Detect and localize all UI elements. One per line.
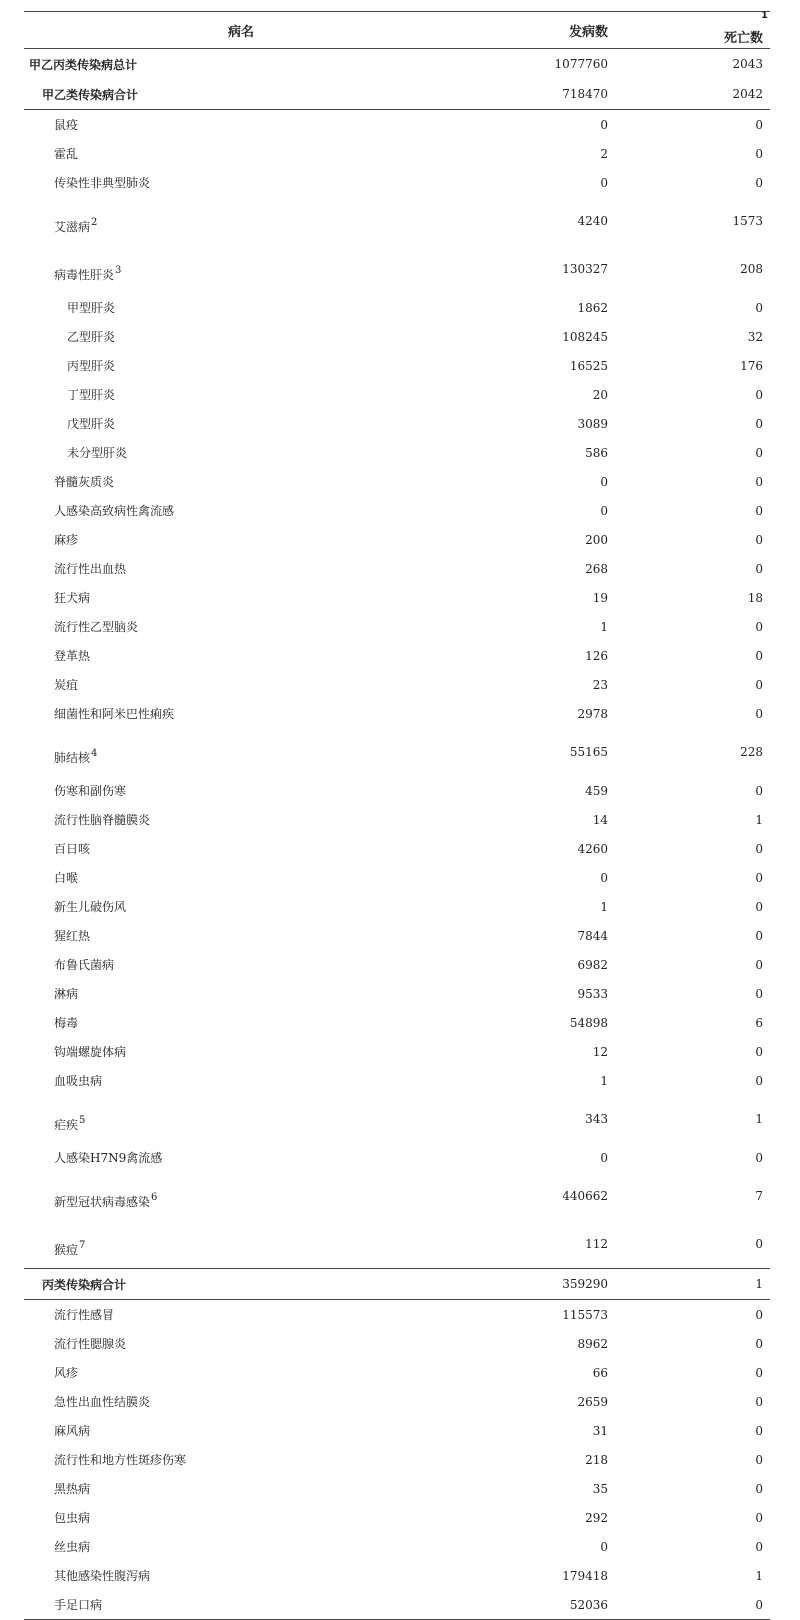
table-row [24,1474,770,1503]
disease-name: 病毒性肝炎 [54,267,115,282]
row-deaths: 0 [613,1590,770,1620]
row-cases: 218 [585,1452,608,1467]
table-row [24,612,770,641]
row-name [24,699,458,728]
row-deaths: 0 [755,1336,763,1351]
row-name [24,1387,458,1416]
table-row [24,1358,770,1387]
footnote-marker: 5 [79,1114,86,1126]
row-deaths: 0 [755,1365,763,1380]
row-name [24,496,458,525]
row-name [24,1037,458,1066]
row-deaths: 0 [755,986,763,1001]
row-cases: 130327 [562,262,608,276]
row-cases: 8962 [577,1336,608,1351]
row-deaths: 0 [755,1044,763,1059]
footnote-marker: 2 [91,216,98,228]
table-row [24,641,770,670]
disease-name: 新型冠状病毒感染 [54,1194,151,1209]
row-cases: 2 [600,146,608,161]
disease-name: 传染性非典型肺炎 [54,176,151,190]
row-deaths: 208 [740,262,763,276]
row-cases: 0 [600,1150,608,1165]
disease-name: 脊髓灰质炎 [54,475,115,489]
disease-name: 丝虫病 [54,1540,91,1554]
row-cases: 268 [585,561,608,576]
row-name [24,467,458,496]
table-row [24,805,770,834]
table-row [24,699,770,728]
row-deaths: 7 [755,1189,763,1203]
row-cases: 9533 [577,986,608,1001]
row-cases: 440662 [562,1189,608,1203]
row-deaths: 2043 [732,57,763,71]
row-cases: 292 [585,1510,608,1525]
c-subtotal-row [24,1269,770,1300]
table-row [24,950,770,979]
footnote-marker: 7 [79,1239,86,1251]
table-row [24,1532,770,1561]
row-cases: 1 [600,1073,608,1088]
disease-name: 流行性乙型脑炎 [54,620,139,634]
table-row [24,1037,770,1066]
table-row [24,776,770,805]
table-row [24,863,770,892]
disease-name: 甲型肝炎 [67,301,116,315]
row-name [24,1300,458,1330]
row-deaths: 0 [755,445,763,460]
row-cases: 179418 [562,1568,608,1583]
row-name [24,554,458,583]
row-name: 甲乙类传染病合计 [24,79,458,110]
row-cases: 459 [585,783,608,798]
disease-name: 丙型肝炎 [67,359,116,373]
disease-name: 狂犬病 [54,591,91,605]
row-name [24,1008,458,1037]
row-name [24,1143,458,1172]
row-cases: 23 [592,677,608,692]
footnote-marker: 4 [91,747,98,759]
row-name [24,351,458,380]
row-cases: 115573 [562,1307,608,1322]
table-row [24,1220,770,1269]
row-name [24,139,458,168]
row-deaths: 0 [755,706,763,721]
row-cases: 4240 [577,214,608,228]
row-cases: 55165 [569,745,608,759]
table-row [24,1561,770,1590]
disease-name: 细菌性和阿米巴性痢疾 [54,707,175,721]
row-cases: 3089 [577,416,608,431]
table-row [24,921,770,950]
row-name [24,1532,458,1561]
row-deaths: 0 [755,957,763,972]
disease-statistics-table [24,11,770,1620]
row-name [24,892,458,921]
table-row [24,1008,770,1037]
disease-name: 流行性感冒 [54,1308,115,1322]
disease-name: 黑热病 [54,1482,91,1496]
row-deaths: 0 [755,841,763,856]
row-deaths: 0 [755,870,763,885]
disease-name: 登革热 [54,649,91,663]
row-name [24,1590,458,1620]
footnote-marker: 1 [761,10,768,21]
row-cases: 16525 [569,358,608,373]
row-name [24,670,458,699]
row-cases: 0 [600,474,608,489]
table-row [24,351,770,380]
row-cases: 359290 [458,1269,613,1300]
table-row [24,496,770,525]
ab-disease-rows [24,110,770,1269]
row-name [24,834,458,863]
row-cases: 52036 [458,1590,613,1620]
table-row [24,1416,770,1445]
row-name [24,583,458,612]
disease-name: 丁型肝炎 [67,388,116,402]
ab-subtotal-row [24,79,770,110]
table-row [24,1387,770,1416]
row-deaths: 228 [740,745,763,759]
row-name [24,728,458,776]
row-deaths: 0 [755,474,763,489]
row-name [24,197,458,245]
disease-name: 急性出血性结膜炎 [54,1395,151,1409]
row-cases: 2659 [577,1394,608,1409]
row-deaths: 1 [755,812,763,827]
row-cases: 35 [592,1481,608,1496]
disease-name: 梅毒 [54,1016,79,1030]
row-name [24,110,458,140]
row-name [24,1358,458,1387]
row-deaths: 0 [755,1452,763,1467]
row-name [24,1329,458,1358]
disease-name: 伤寒和副伤寒 [54,784,127,798]
row-name [24,168,458,197]
row-deaths: 1 [755,1112,763,1126]
column-header-deaths [613,12,770,49]
row-deaths: 0 [755,1307,763,1322]
table-row [24,1590,770,1620]
row-name [24,805,458,834]
row-deaths: 0 [755,783,763,798]
row-deaths: 0 [755,1394,763,1409]
row-deaths: 0 [755,1481,763,1496]
table-row [24,293,770,322]
disease-name: 炭疽 [54,678,79,692]
row-name [24,641,458,670]
c-disease-rows [24,1300,770,1620]
disease-name: 布鲁氏菌病 [54,958,115,972]
row-name [24,1416,458,1445]
disease-name: 猴痘 [54,1242,79,1257]
row-cases: 2978 [577,706,608,721]
row-deaths: 0 [755,146,763,161]
row-name [24,1503,458,1532]
footnote-marker: 6 [151,1191,158,1203]
row-deaths: 0 [755,899,763,914]
row-cases: 66 [592,1365,608,1380]
row-deaths: 0 [755,416,763,431]
row-cases: 0 [600,870,608,885]
row-deaths: 1 [613,1269,770,1300]
table-row [24,834,770,863]
row-name [24,1445,458,1474]
row-name [24,950,458,979]
table-row [24,1329,770,1358]
table-row [24,1503,770,1532]
row-name [24,1095,458,1143]
row-deaths: 1573 [732,214,763,228]
row-cases: 108245 [562,329,608,344]
table-row [24,583,770,612]
table-row [24,110,770,140]
disease-name: 其他感染性腹泻病 [54,1569,151,1583]
disease-name: 血吸虫病 [54,1074,103,1088]
row-deaths: 18 [747,590,763,605]
disease-name: 猩红热 [54,929,91,943]
disease-name: 手足口病 [54,1598,103,1612]
disease-name: 人感染H7N9禽流感 [54,1151,163,1165]
disease-name: 乙型肝炎 [67,330,116,344]
row-deaths: 0 [755,619,763,634]
row-name [24,1561,458,1590]
disease-name: 人感染高致病性禽流感 [54,504,175,518]
table-row [24,168,770,197]
table-row [24,1143,770,1172]
table-row [24,979,770,1008]
row-name [24,438,458,467]
row-name: 丙类传染病合计 [24,1269,458,1300]
row-name [24,1066,458,1095]
disease-name: 流行性和地方性斑疹伤寒 [54,1453,187,1467]
row-cases: 1 [600,619,608,634]
row-deaths: 0 [755,175,763,190]
row-deaths: 0 [755,648,763,663]
row-cases: 1862 [577,300,608,315]
row-name [24,245,458,293]
row-deaths: 0 [755,1237,763,1251]
row-cases: 6982 [577,957,608,972]
row-deaths: 0 [755,503,763,518]
row-deaths: 0 [755,561,763,576]
row-cases: 1077760 [554,57,608,71]
row-cases: 0 [600,117,608,132]
row-cases: 112 [585,1237,608,1251]
row-deaths: 6 [755,1015,763,1030]
row-cases: 31 [592,1423,608,1438]
table-row [24,409,770,438]
row-cases: 343 [585,1112,608,1126]
table-row [24,1445,770,1474]
row-deaths: 1 [755,1568,763,1583]
disease-name: 麻风病 [54,1424,91,1438]
row-deaths: 0 [755,1150,763,1165]
row-cases: 0 [600,1539,608,1554]
table-row [24,139,770,168]
disease-name: 钩端螺旋体病 [54,1045,127,1059]
row-name [24,863,458,892]
row-cases: 19 [592,590,608,605]
row-cases: 126 [585,648,608,663]
row-cases: 12 [592,1044,608,1059]
row-name [24,322,458,351]
row-name [24,1172,458,1220]
row-deaths: 0 [755,677,763,692]
table-row [24,438,770,467]
table-row [24,728,770,776]
table-row [24,380,770,409]
disease-name: 戊型肝炎 [67,417,116,431]
table-row [24,1095,770,1143]
row-name [24,525,458,554]
table-header-row [24,12,770,49]
grand-total-row [24,49,770,80]
table-row [24,1066,770,1095]
table-row [24,1300,770,1330]
table-row [24,525,770,554]
column-header-deaths-label: 死亡数 [723,30,763,46]
row-name [24,1474,458,1503]
disease-name: 淋病 [54,987,79,1001]
row-name [24,921,458,950]
row-cases: 586 [585,445,608,460]
table-row [24,1172,770,1220]
row-deaths: 0 [755,387,763,402]
disease-name: 流行性出血热 [54,562,127,576]
row-deaths: 0 [755,532,763,547]
disease-name: 霍乱 [54,147,79,161]
row-name [24,293,458,322]
row-cases: 1 [600,899,608,914]
column-header-name: 病名 [24,12,458,49]
column-header-cases: 发病数 [458,12,613,49]
row-name [24,1220,458,1269]
row-cases: 14 [592,812,608,827]
row-cases: 7844 [577,928,608,943]
disease-name: 百日咳 [54,842,91,856]
disease-name: 艾滋病 [54,219,91,234]
footnote-marker: 3 [115,264,122,276]
row-deaths: 32 [747,329,763,344]
row-deaths: 0 [755,1539,763,1554]
table-row [24,322,770,351]
row-cases: 718470 [458,79,613,110]
disease-name: 流行性脑脊髓膜炎 [54,813,151,827]
disease-name: 鼠疫 [54,118,79,132]
row-deaths: 0 [755,1423,763,1438]
table-row [24,245,770,293]
row-name [24,979,458,1008]
disease-name: 风疹 [54,1366,79,1380]
row-name [24,380,458,409]
row-cases: 54898 [569,1015,608,1030]
row-name [24,612,458,641]
row-name [24,409,458,438]
disease-name: 麻疹 [54,533,79,547]
table-row [24,554,770,583]
row-cases: 0 [600,175,608,190]
row-deaths: 0 [755,300,763,315]
disease-name: 疟疾 [54,1117,79,1132]
row-name: 甲乙丙类传染病总计 [29,57,138,72]
row-cases: 0 [600,503,608,518]
row-deaths: 2042 [613,79,770,110]
disease-name: 新生儿破伤风 [54,900,127,914]
disease-name: 肺结核 [54,750,91,765]
table-row [24,197,770,245]
row-deaths: 176 [740,358,763,373]
row-cases: 200 [585,532,608,547]
disease-name: 未分型肝炎 [67,446,128,460]
table-row [24,892,770,921]
table-row [24,670,770,699]
row-cases: 20 [592,387,608,402]
row-deaths: 0 [755,1510,763,1525]
row-name [24,776,458,805]
disease-name: 流行性腮腺炎 [54,1337,127,1351]
disease-name: 白喉 [54,871,79,885]
row-deaths: 0 [755,117,763,132]
row-deaths: 0 [755,928,763,943]
disease-name: 包虫病 [54,1511,91,1525]
row-cases: 4260 [577,841,608,856]
row-deaths: 0 [755,1073,763,1088]
table-row [24,467,770,496]
